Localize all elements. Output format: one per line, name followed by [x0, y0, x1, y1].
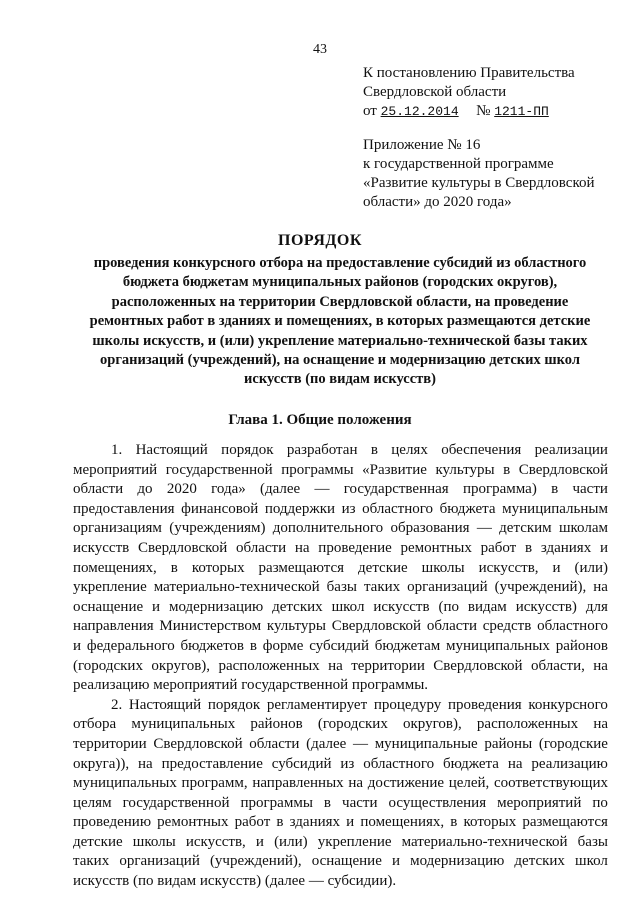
document-subtitle: [70, 254, 610, 390]
text-line: 2. Настоящий порядок регламентирует процедуру проведения конкурсного: [111, 696, 608, 713]
text-line: области до 2020 года» (далее — государственная программа) в части: [73, 481, 608, 498]
text-line: направления Министерством культуры Свердловской области средств областного: [73, 618, 608, 635]
text-line: целям государственной программы в части осуществления мероприятий по: [73, 794, 608, 811]
text-line: предоставления финансовой поддержки из областного бюджета муниципальным: [73, 500, 608, 517]
subtitle-line: ремонтных работ в зданиях и помещениях, в которых размещаются детские: [89, 313, 591, 330]
date-prefix: от: [363, 103, 377, 119]
text-line: укрепление материально-технической базы таких организаций (учреждений), на: [73, 579, 608, 596]
text-line: искусств (по видам искусств) (далее — субсидии).: [73, 873, 397, 890]
subtitle-line: организаций (учреждений), на оснащение и модернизацию детских школ: [100, 352, 580, 369]
resolution-date-row: [363, 102, 575, 121]
paragraph: [73, 441, 608, 696]
appendix-line: Приложение № 16: [363, 137, 481, 153]
paragraph: [73, 696, 608, 892]
text-line: проведению ремонтных работ в зданиях и помещениях, в которых размещаются: [73, 814, 608, 831]
text-line: отбора муниципальных районов (городских округов), расположенных на: [73, 716, 608, 733]
subtitle-line: бюджета бюджетам муниципальных районов (городских округов),: [122, 274, 558, 291]
document-title: ПОРЯДОК: [278, 232, 362, 249]
text-line: территории Свердловской области (далее — муниципальные районы (городские: [73, 735, 608, 752]
number-prefix: №: [476, 103, 491, 119]
page-number: 43: [313, 42, 327, 57]
text-line: (городских округов), расположенных на территории Свердловской области, на: [73, 657, 608, 674]
appendix-line: к государственной программе: [363, 156, 554, 172]
appendix-line: области» до 2020 года»: [363, 194, 512, 210]
text-line: детские школы искусств, и (или) укрепление материально-технической базы: [73, 833, 608, 850]
text-line: реализацию мероприятий государственной программы.: [73, 677, 429, 694]
text-line: округа)), на предоставление субсидий из областного бюджета на реализацию: [73, 755, 608, 772]
subtitle-line: школы искусств, и (или) укрепление материально-технической базы таких: [92, 332, 588, 349]
text-line: искусств Свердловской области на проведение ремонтных работ в зданиях и: [73, 539, 608, 556]
subtitle-line: расположенных на территории Свердловской области, на проведение: [111, 293, 569, 310]
resolution-reference: [363, 64, 575, 121]
resolution-line-1: К постановлению Правительства: [363, 65, 575, 81]
resolution-line-2: Свердловской области: [363, 84, 507, 100]
body-text: [73, 441, 608, 892]
chapter-title: Глава 1. Общие положения: [228, 412, 412, 428]
text-line: мероприятий государственной программы «Развитие культуры в Свердловской: [73, 461, 608, 478]
subtitle-line: искусств (по видам искусств): [244, 371, 436, 388]
text-line: муниципальных программ, направленных на достижение целей, соответствующих: [73, 775, 608, 792]
text-line: организациям (учреждениям) дополнительного образования — детским школам: [73, 520, 608, 537]
text-line: 1. Настоящий порядок разработан в целях обеспечения реализации: [111, 442, 608, 458]
appendix-reference: [363, 136, 595, 212]
text-line: оснащение и модернизацию детских школ искусств (по видам искусств) для: [73, 598, 608, 615]
text-line: таких организаций (учреждений), оснащение и модернизацию детских школ: [73, 853, 608, 870]
text-line: и федерального бюджетов в форме субсидий бюджетам муниципальных районов: [73, 637, 608, 654]
text-line: помещениях, в которых размещаются детские школы искусств, и (или): [73, 559, 608, 576]
subtitle-line: проведения конкурсного отбора на предоставление субсидий из областного: [93, 255, 587, 271]
resolution-number: 1211-ПП: [494, 104, 549, 119]
appendix-line: «Развитие культуры в Свердловской: [363, 175, 595, 191]
resolution-date: 25.12.2014: [380, 104, 459, 119]
